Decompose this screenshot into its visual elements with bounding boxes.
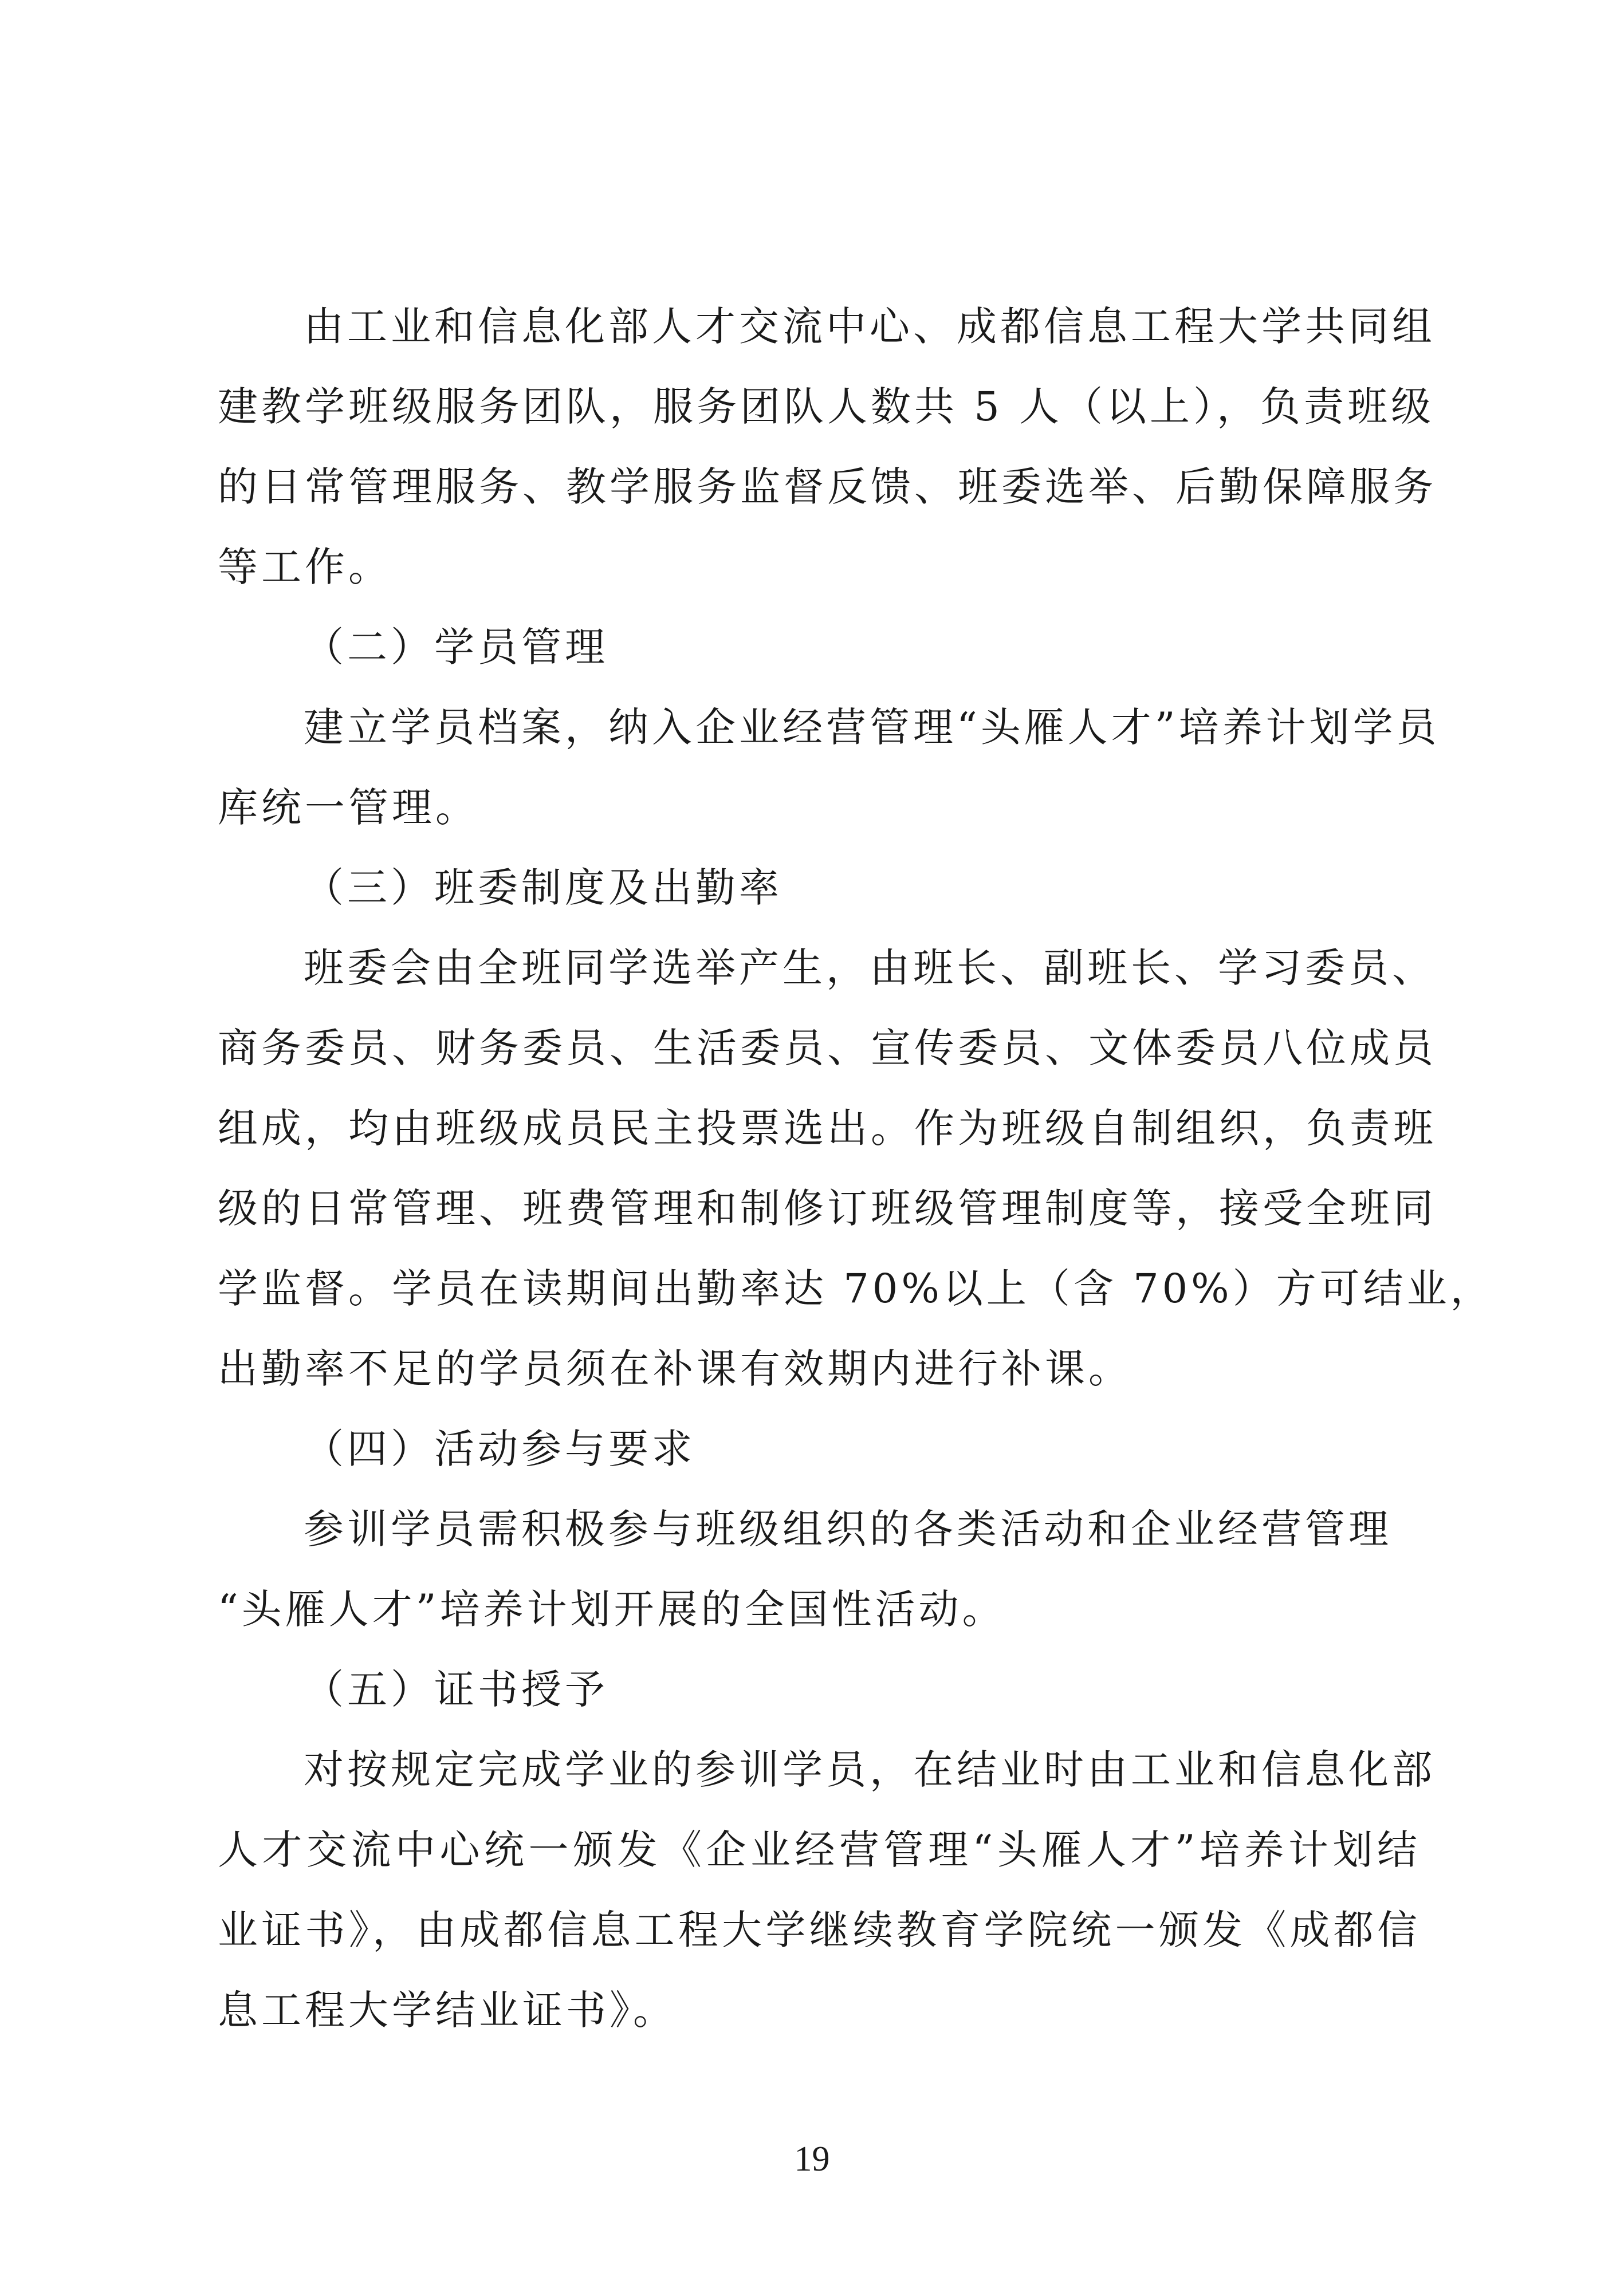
paragraph-line: 由工业和信息化部人才交流中心、成都信息工程大学共同组 [304,303,1436,350]
paragraph-line: “头雁人才”培养计划开展的全国性活动。 [218,1586,1006,1633]
paragraph-line: 学监督。学员在读期间出勤率达 70%以上（含 70%）方可结业， [218,1265,1494,1312]
paragraph-line: 建立学员档案，纳入企业经营管理“头雁人才”培养计划学员 [304,704,1440,751]
paragraph-line: 对按规定完成学业的参训学员，在结业时由工业和信息化部 [304,1746,1436,1793]
paragraph-line: 班委会由全班同学选举产生，由班长、副班长、学习委员、 [304,944,1436,991]
paragraph-line: 业证书》，由成都信息工程大学继续教育学院统一颁发《成都信 [218,1907,1421,1954]
paragraph-line: 级的日常管理、班费管理和制修订班级管理制度等，接受全班同 [218,1185,1437,1232]
section-heading: （二）学员管理 [304,624,608,671]
paragraph-line: 出勤率不足的学员须在补课有效期内进行补课。 [218,1345,1132,1392]
paragraph-line: 商务委员、财务委员、生活委员、宣传委员、文体委员八位成员 [218,1025,1437,1072]
page-number: 19 [794,2140,830,2179]
paragraph-line: 建教学班级服务团队，服务团队人数共 5 人（以上），负责班级 [218,383,1435,430]
paragraph-line: 库统一管理。 [218,784,479,831]
paragraph-line: 的日常管理服务、教学服务监督反馈、班委选举、后勤保障服务 [218,463,1437,510]
paragraph-line: 息工程大学结业证书》。 [218,1987,677,2034]
paragraph-line: 参训学员需积极参与班级组织的各类活动和企业经营管理 [304,1506,1392,1553]
section-heading: （五）证书授予 [304,1666,608,1713]
section-heading: （四）活动参与要求 [304,1425,695,1472]
section-heading: （三）班委制度及出勤率 [304,864,782,911]
paragraph-line: 人才交流中心统一颁发《企业经营管理“头雁人才”培养计划结 [218,1826,1421,1873]
paragraph-line: 等工作。 [218,544,392,590]
paragraph-line: 组成，均由班级成员民主投票选出。作为班级自制组织，负责班 [218,1105,1437,1152]
